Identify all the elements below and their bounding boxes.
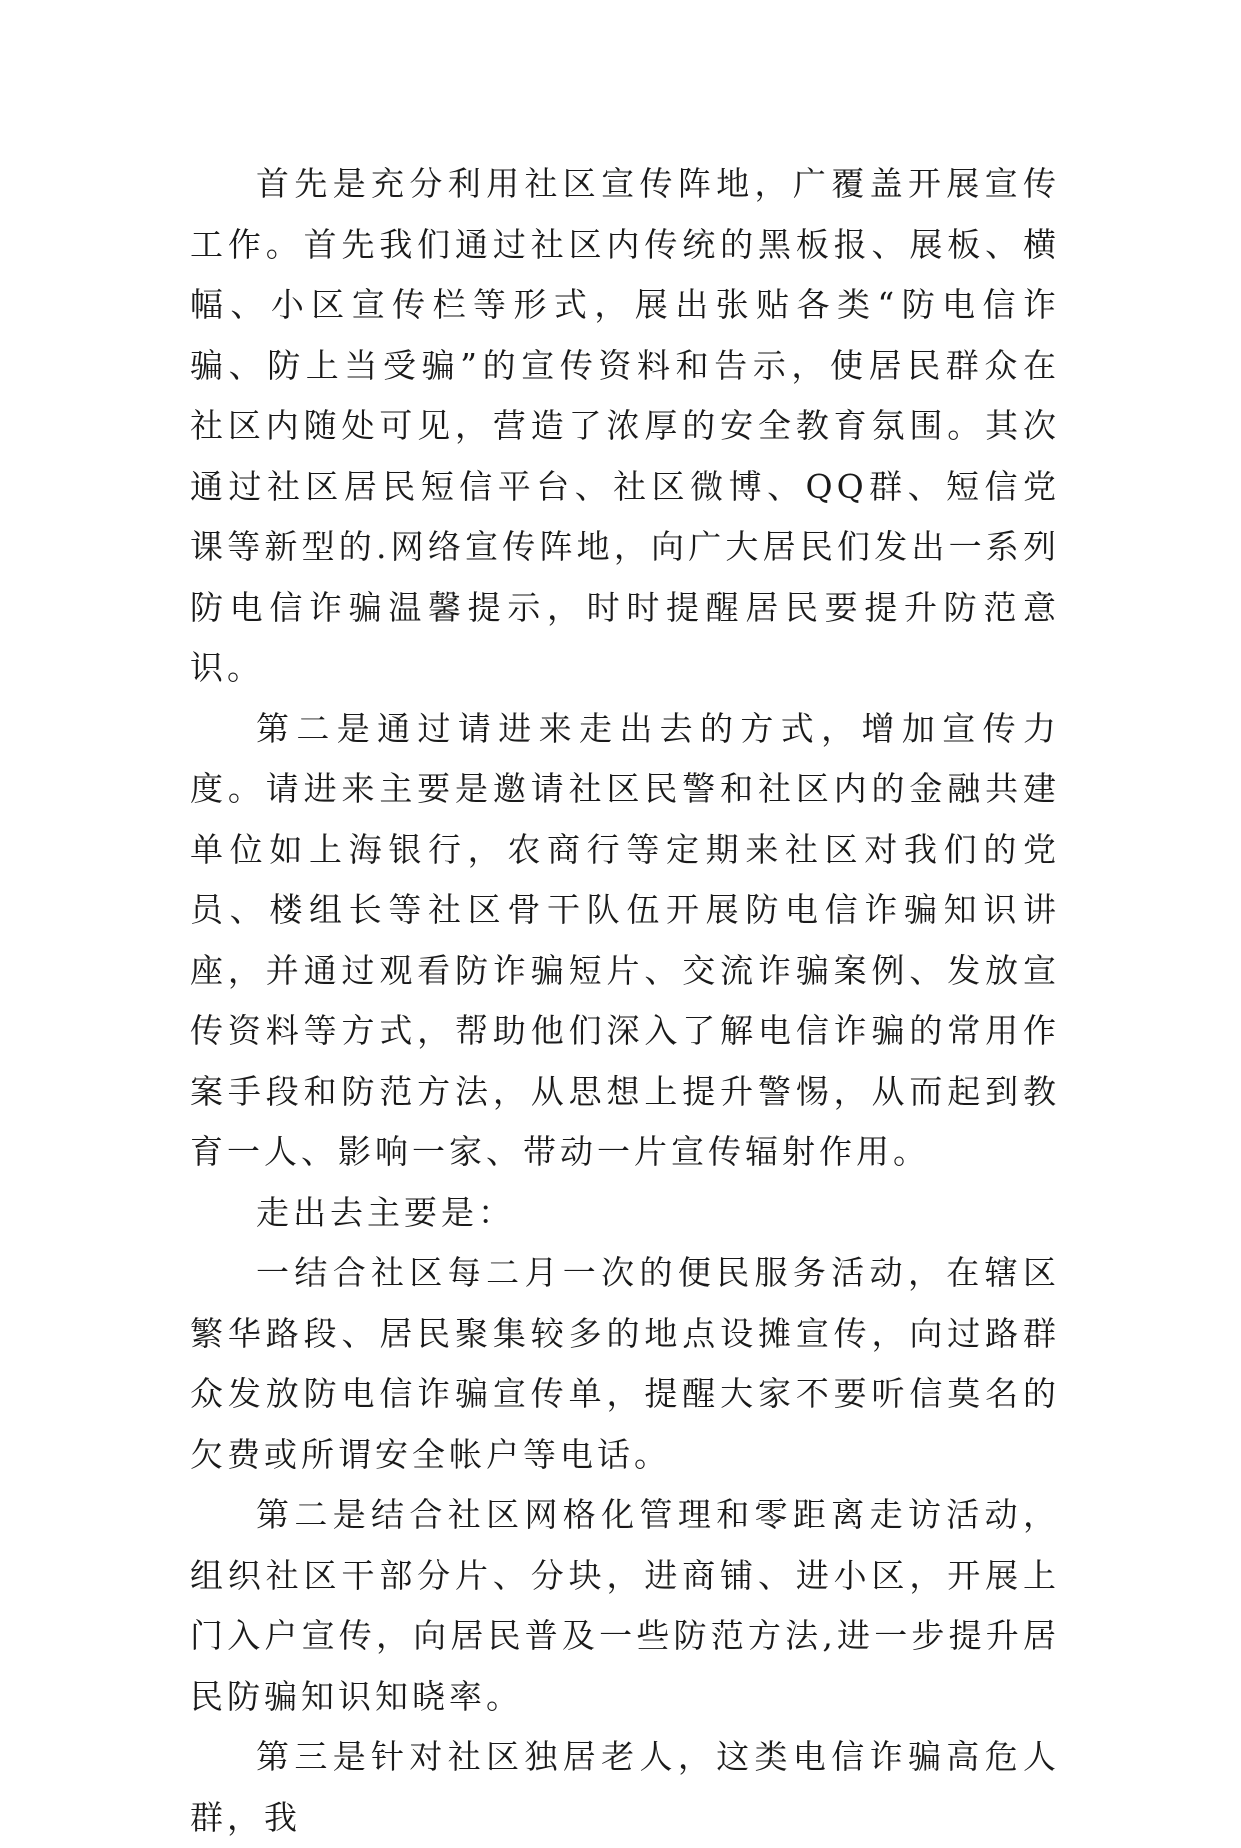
document-body <box>190 154 1060 1848</box>
paragraph-1: 首先是充分利用社区宣传阵地，广覆盖开展宣传工作。首先我们通过社区内传统的黑板报、展板、横幅、小区宣传栏等形式，展出张贴各类“防电信诈骗、防上当受骗”的宣传资料和告示，使居民群众在社区内随处可见，营造了浓厚的安全教育氛围。其次通过社区居民短信平台、社区微博、QQ群、短信党课等新型的.网络宣传阵地，向广大居民们发出一系列防电信诈骗温馨提示，时时提醒居民要提升防范意识。 <box>190 164 1060 687</box>
paragraph-2: 第二是通过请进来走出去的方式，增加宣传力度。请进来主要是邀请社区民警和社区内的金融共建单位如上海银行，农商行等定期来社区对我们的党员、楼组长等社区骨干队伍开展防电信诈骗知识讲座，并通过观看防诈骗短片、交流诈骗案例、发放宣传资料等方式，帮助他们深入了解电信诈骗的常用作案手段和防范方法，从思想上提升警惕，从而起到教育一人、影响一家、带动一片宣传辐射作用。 <box>190 708 1060 1171</box>
paragraph-5: 第二是结合社区网格化管理和零距离走访活动，组织社区干部分片、分块，进商铺、进小区，开展上门入户宣传，向居民普及一些防范方法,进一步提升居民防骗知识知晓率。 <box>190 1495 1060 1716</box>
paragraph-6: 第三是针对社区独居老人，这类电信诈骗高危人群，我 <box>190 1737 1060 1837</box>
paragraph-4: 一结合社区每二月一次的便民服务活动，在辖区繁华路段、居民聚集较多的地点设摊宣传，向过路群众发放防电信诈骗宣传单，提醒大家不要听信莫名的欠费或所谓安全帐户等电话。 <box>190 1253 1060 1474</box>
paragraph-3: 走出去主要是： <box>256 1192 515 1232</box>
